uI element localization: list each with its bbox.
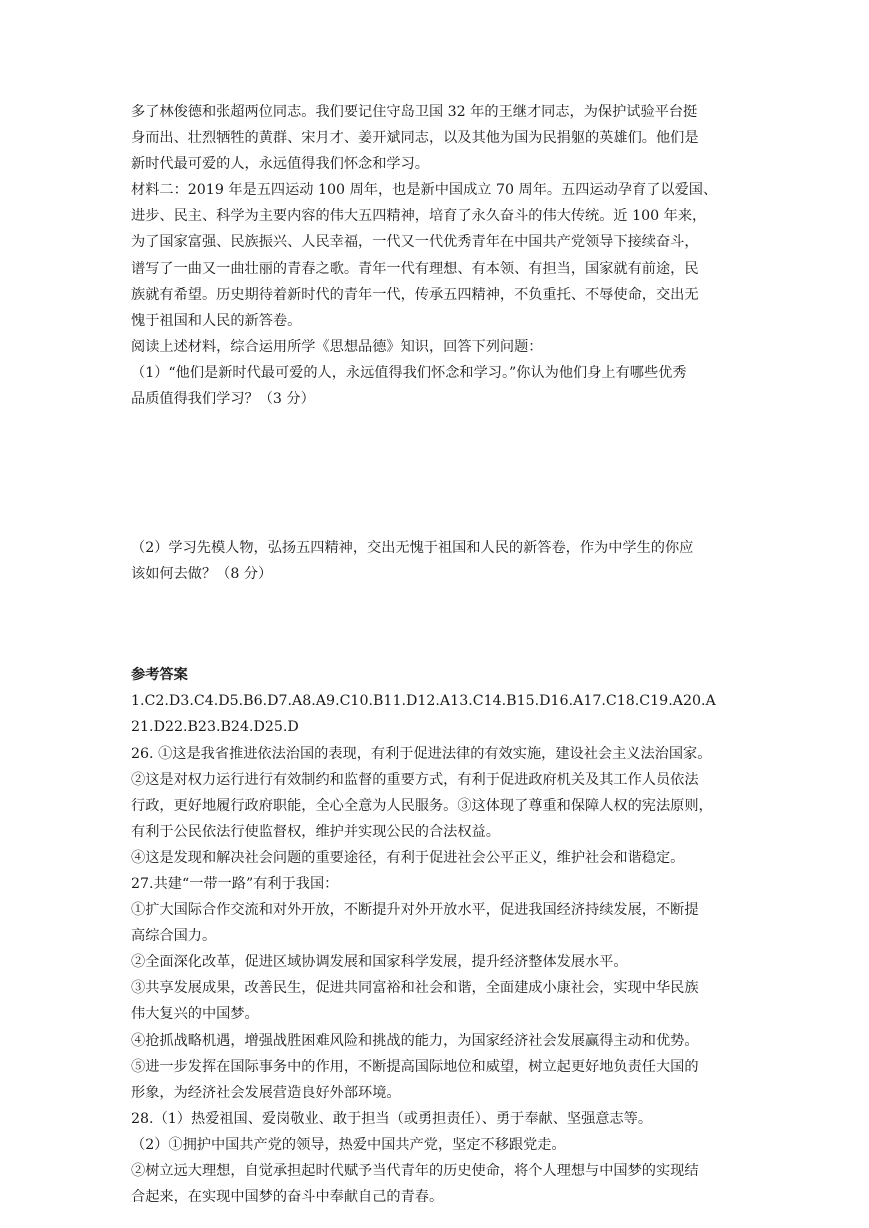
text-line: 多了林俊德和张超两位同志。我们要记住守岛卫国 32 年的王继才同志，为保护试验平台挺 [131, 104, 698, 120]
answer-line: 伟大复兴的中国梦。 [131, 1006, 259, 1023]
question-two [131, 535, 741, 587]
text-line: 身而出、壮烈牺牲的黄群、宋月才、姜开斌同志，以及其他为国为民捐躯的英雄们。他们是 [131, 130, 699, 147]
answers-section [131, 688, 741, 1210]
answers-heading: 参考答案 [131, 667, 188, 684]
answer-line: 21.D22.B23.B24.D25.D [131, 719, 299, 736]
text-line: 进步、民主、科学为主要内容的伟大五四精神，培育了永久奋斗的伟大传统。近 100 年来， [131, 208, 707, 225]
text-line: 新时代最可爱的人，永远值得我们怀念和学习。 [131, 156, 429, 173]
material-two-paragraph [131, 177, 741, 334]
question-one [131, 360, 741, 412]
instruction-line: 阅读上述材料，综合运用所学《思想品德》知识，回答下列问题： [131, 338, 543, 355]
answer-line: 26. ①这是我省推进依法治国的表现，有利于促进法律的有效实施，建设社会主义法治国家。 [131, 745, 712, 762]
text-line: 材料二：2019 年是五四运动 100 周年，也是新中国成立 70 周年。五四运动孕育了以爱国、 [131, 182, 718, 199]
text-line: 谱写了一曲又一曲壮丽的青春之歌。青年一代有理想、有本领、有担当，国家就有前途，民 [131, 260, 699, 277]
answer-line: 行政，更好地履行政府职能，全心全意为人民服务。③这体现了尊重和保障人权的宪法原则， [131, 797, 713, 814]
answer-line: ②树立远大理想，自觉承担起时代赋予当代青年的历史使命，将个人理想与中国梦的实现结 [131, 1163, 699, 1179]
text-line: （2）学习先模人物，弘扬五四精神，交出无愧于祖国和人民的新答卷，作为中学生的你应 [131, 540, 694, 557]
answer-line: ③共享发展成果，改善民生，促进共同富裕和社会和谐，全面建成小康社会，实现中华民族 [131, 980, 699, 997]
answer-line: ②全面深化改革，促进区域协调发展和国家科学发展，提升经济整体发展水平。 [131, 954, 628, 971]
text-line: 为了国家富强、民族振兴、人民幸福，一代又一代优秀青年在中国共产党领导下接续奋斗， [131, 234, 699, 251]
answer-line: 高综合国力。 [131, 928, 217, 945]
answer-line: （2）①拥护中国共产党的领导，热爱中国共产党，坚定不移跟党走。 [131, 1136, 566, 1153]
answer-line: 合起来，在实现中国梦的奋斗中奉献自己的青春。 [131, 1189, 444, 1206]
text-line: 该如何去做？（8 分） [131, 566, 273, 583]
answer-line: 形象，为经济社会发展营造良好外部环境。 [131, 1084, 401, 1101]
answer-line: ⑤进一步发挥在国际事务中的作用，不断提高国际地位和威望，树立起更好地负责任大国的 [131, 1058, 699, 1075]
answer-space [131, 412, 741, 535]
text-line: 品质值得我们学习？（3 分） [131, 391, 315, 408]
text-line: 族就有希望。历史期待着新时代的青年一代，传承五四精神，不负重托、不辱使命，交出无 [131, 286, 699, 303]
answer-line: 28.（1）热爱祖国、爱岗敬业、敢于担当（或勇担责任）、勇于奉献、坚强意志等。 [131, 1110, 653, 1127]
answer-line: ②这是对权力运行进行有效制约和监督的重要方式，有利于促进政府机关及其工作人员依法 [131, 771, 699, 788]
answer-line: ④抢抓战略机遇，增强战胜困难风险和挑战的能力，为国家经济社会发展赢得主动和优势。 [131, 1032, 699, 1049]
answer-line: 有利于公民依法行使监督权，维护并实现公民的合法权益。 [131, 823, 500, 840]
text-line: （1）“他们是新时代最可爱的人，永远值得我们怀念和学习。”你认为他们身上有哪些优秀 [131, 364, 687, 381]
answer-line: ①扩大国际合作交流和对外开放，不断提升对外开放水平，促进我国经济持续发展，不断提 [131, 902, 699, 919]
document-page [131, 99, 741, 1210]
answer-line: ④这是发现和解决社会问题的重要途径，有利于促进社会公平正义，维护社会和谐稳定。 [131, 849, 685, 866]
answer-line: 1.C2.D3.C4.D5.B6.D7.A8.A9.C10.B11.D12.A13.C14.B15.D16.A17.C18.C19.A20.A [131, 693, 716, 710]
material-one-paragraph [131, 99, 741, 177]
text-line: 愧于祖国和人民的新答卷。 [131, 312, 302, 329]
answer-space [131, 587, 741, 662]
answer-line: 27.共建“一带一路”有利于我国： [131, 875, 339, 892]
